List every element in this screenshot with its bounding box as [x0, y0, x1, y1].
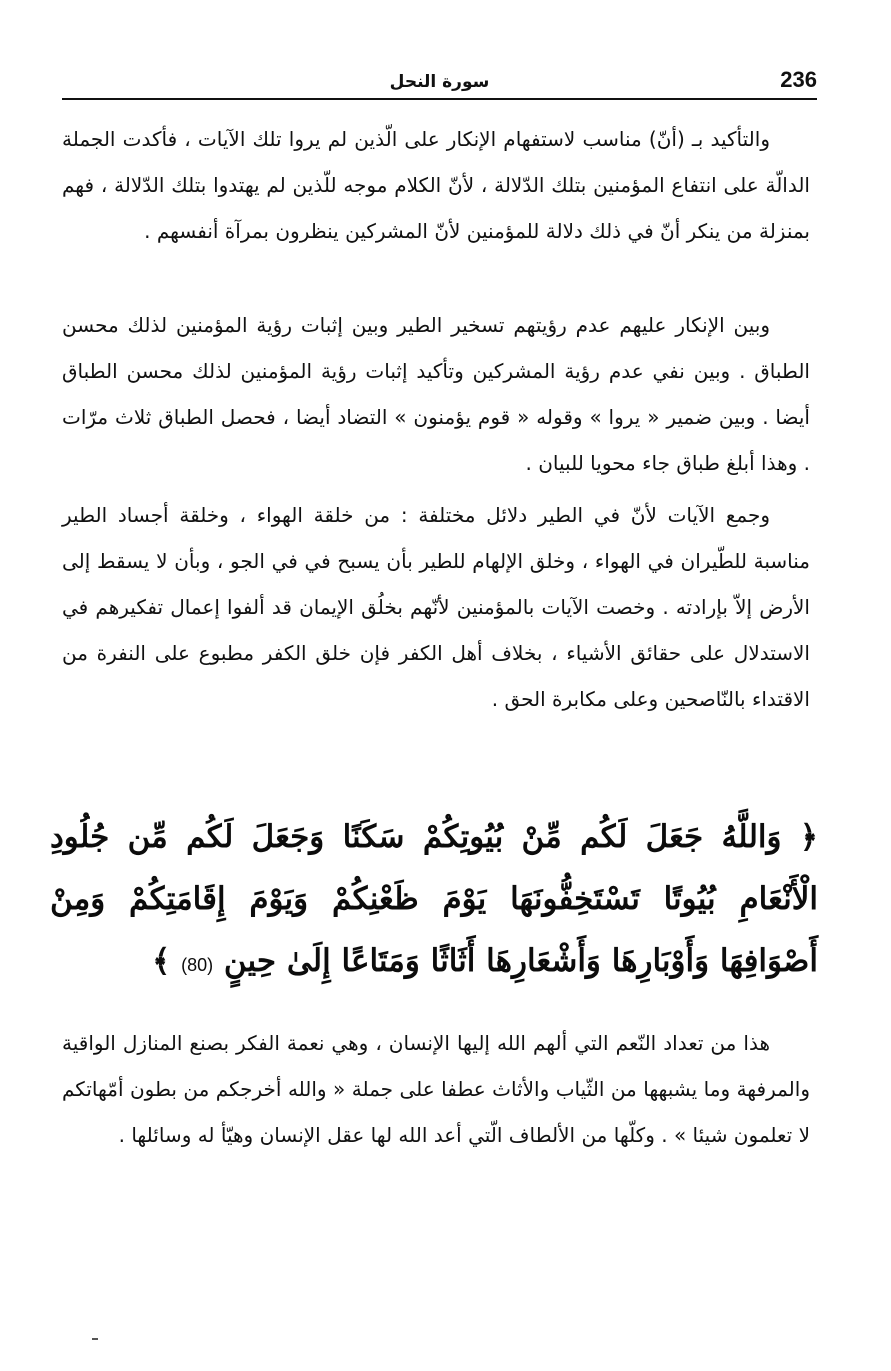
- running-title: سورة النحل: [389, 72, 490, 92]
- page-header: [62, 66, 817, 100]
- paragraph-antithesis: وبين الإنكار عليهم عدم رؤيتهم تسخير الطير وبين إثبات رؤية المؤمنين لذلك محسن الطباق . وبين نفي عدم رؤية المشركين وتأكيد إثبات رؤية المؤمنين لذلك محسن الطباق أيضا . وبين ضمير « يروا » وقوله « قوم يؤمنون » التضاد أيضا ، فحصل الطباق ثلاث مرّات . وهذا أبلغ طباق جاء محويا للبيان .: [62, 313, 810, 475]
- verse-text: وَاللَّهُ جَعَلَ لَكُم مِّنْ بُيُوتِكُمْ سَكَنًا وَجَعَلَ لَكُم مِّن جُلُودِ الْأَنْعَامِ بُيُوتًا تَسْتَخِفُّونَهَا يَوْمَ ظَعْنِكُمْ وَيَوْمَ إِقَامَتِكُمْ وَمِنْ أَصْوَافِهَا وَأَوْبَارِهَا وَأَشْعَارِهَا أَثَاثًا وَمَتَاعًا إِلَىٰ حِينٍ: [50, 819, 818, 979]
- page-number: 236: [780, 67, 817, 92]
- verse-open-bracket: ﴿: [799, 819, 818, 855]
- scan-speck: [92, 1338, 98, 1340]
- paragraph-commentary: هذا من تعداد النّعم التي ألهم الله إليها الإنسان ، وهي نعمة الفكر بصنع المنازل الواقية والمرفهة وما يشبهها من الثّياب والأثاث عطفا على جملة « والله أخرجكم من بطون أمّهاتكم لا تعلمون شيئا » . وكلّها من الألطاف الّتي أعد الله لها عقل الإنسان وهيّأ له وسائلها .: [62, 1031, 810, 1147]
- verse-close-bracket: ﴾: [152, 943, 171, 979]
- paragraph-signs-in-birds: وجمع الآيات لأنّ في الطير دلائل مختلفة : من خلقة الهواء ، وخلقة أجساد الطير مناسبة للطّيران في الهواء ، وخلق الإلهام للطير بأن يسبح في في الجو ، وبأن لا يسقط إلى الأرض إلاّ بإرادته . وخصت الآيات بالمؤمنين لأنّهم بخلُق الإيمان قد ألفوا إعمال تفكيرهم في الاستدلال على حقائق الأشياء ، بخلاف أهل الكفر فإن خلق الكفر مطبوع على النفرة من الاقتداء بالنّاصحين وعلى مكابرة الحق .: [62, 503, 810, 711]
- verse-number: (80): [181, 955, 214, 975]
- header-rule: [62, 98, 817, 100]
- quran-verse: [50, 806, 818, 996]
- paragraph-emphasis: والتأكيد بـ (أنّ) مناسب لاستفهام الإنكار على الّذين لم يروا تلك الآيات ، فأكدت الجملة الدالّة على انتفاع المؤمنين بتلك الدّلالة ، لأنّ الكلام موجه للّذين لم يهتدوا بتلك الدّلالة ، فهم بمنزلة من ينكر أنّ في ذلك دلالة للمؤمنين لأنّ المشركين ينظرون بمرآة أنفسهم .: [62, 127, 810, 243]
